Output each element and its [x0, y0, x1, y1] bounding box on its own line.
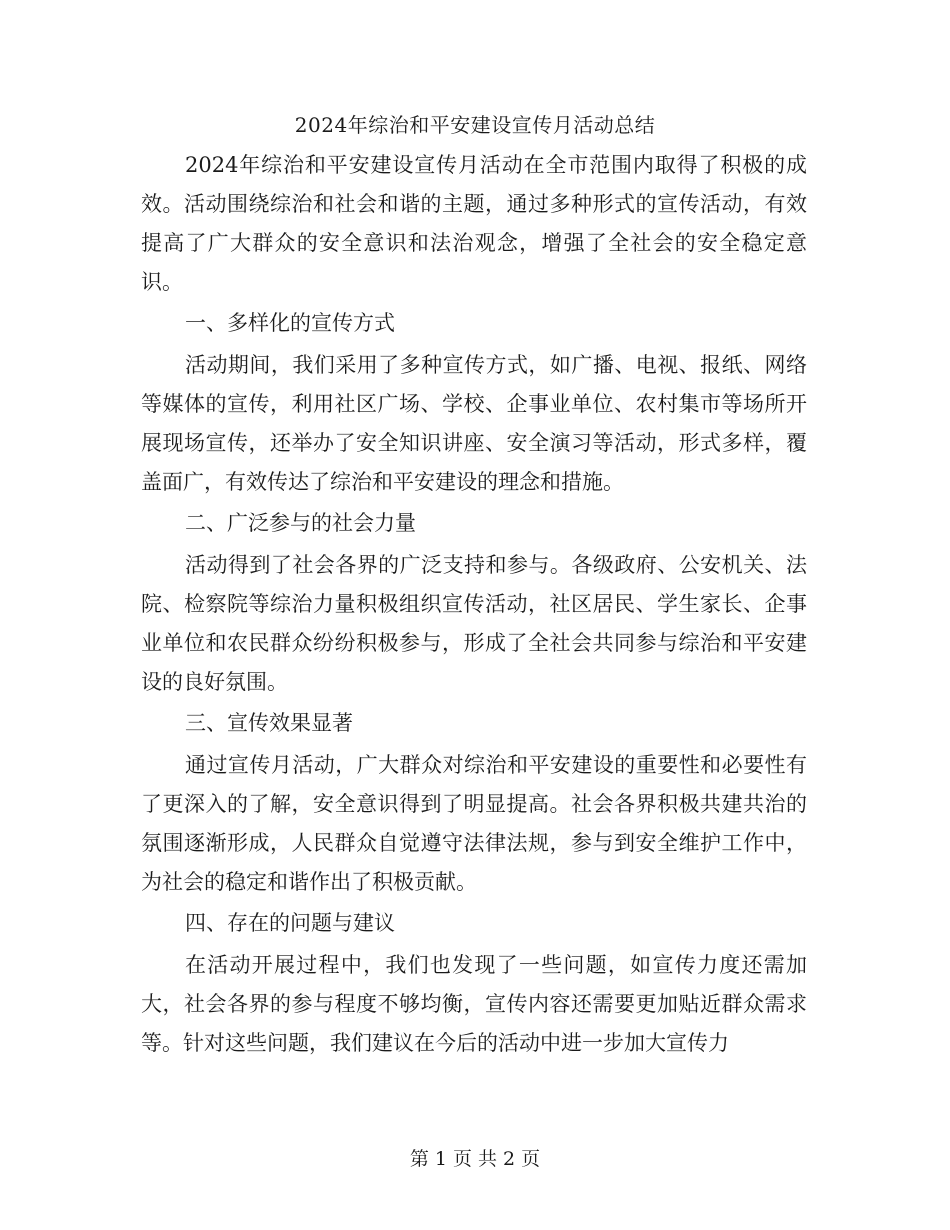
- section-heading-2: 二、广泛参与的社会力量: [185, 511, 416, 535]
- document-body: [141, 146, 807, 1065]
- section-paragraph-2: 活动得到了社会各界的广泛支持和参与。各级政府、公安机关、法院、检察院等综治力量积极组织宣传活动，社区居民、学生家长、企事业单位和农民群众纷纷积极参与，形成了全社会共同参与综治和平安建设的良好氛围。: [141, 553, 807, 694]
- document-title: 2024年综治和平安建设宣传月活动总结: [294, 113, 656, 137]
- page-number: 第 1 页 共 2 页: [409, 1148, 541, 1170]
- page-footer: [0, 1145, 950, 1173]
- section-heading-3: 三、宣传效果显著: [185, 711, 353, 735]
- section-heading-4: 四、存在的问题与建议: [185, 911, 395, 935]
- section-paragraph-4: 在活动开展过程中，我们也发现了一些问题，如宣传力度还需加大，社会各界的参与程度不够均衡，宣传内容还需要更加贴近群众需求等。针对这些问题，我们建议在今后的活动中进一步加大宣传力: [141, 953, 807, 1055]
- intro-paragraph: 2024年综治和平安建设宣传月活动在全市范围内取得了积极的成效。活动围绕综治和社会和谐的主题，通过多种形式的宣传活动，有效提高了广大群众的安全意识和法治观念，增强了全社会的安全稳定意识。: [141, 153, 807, 294]
- section-paragraph-1: 活动期间，我们采用了多种宣传方式，如广播、电视、报纸、网络等媒体的宣传，利用社区广场、学校、企事业单位、农村集市等场所开展现场宣传，还举办了安全知识讲座、安全演习等活动，形式多样，覆盖面广，有效传达了综治和平安建设的理念和措施。: [141, 353, 807, 494]
- section-heading-1: 一、多样化的宣传方式: [185, 311, 395, 335]
- section-paragraph-3: 通过宣传月活动，广大群众对综治和平安建设的重要性和必要性有了更深入的了解，安全意识得到了明显提高。社会各界积极共建共治的氛围逐渐形成，人民群众自觉遵守法律法规，参与到安全维护工作中，为社会的稳定和谐作出了积极贡献。: [141, 753, 807, 894]
